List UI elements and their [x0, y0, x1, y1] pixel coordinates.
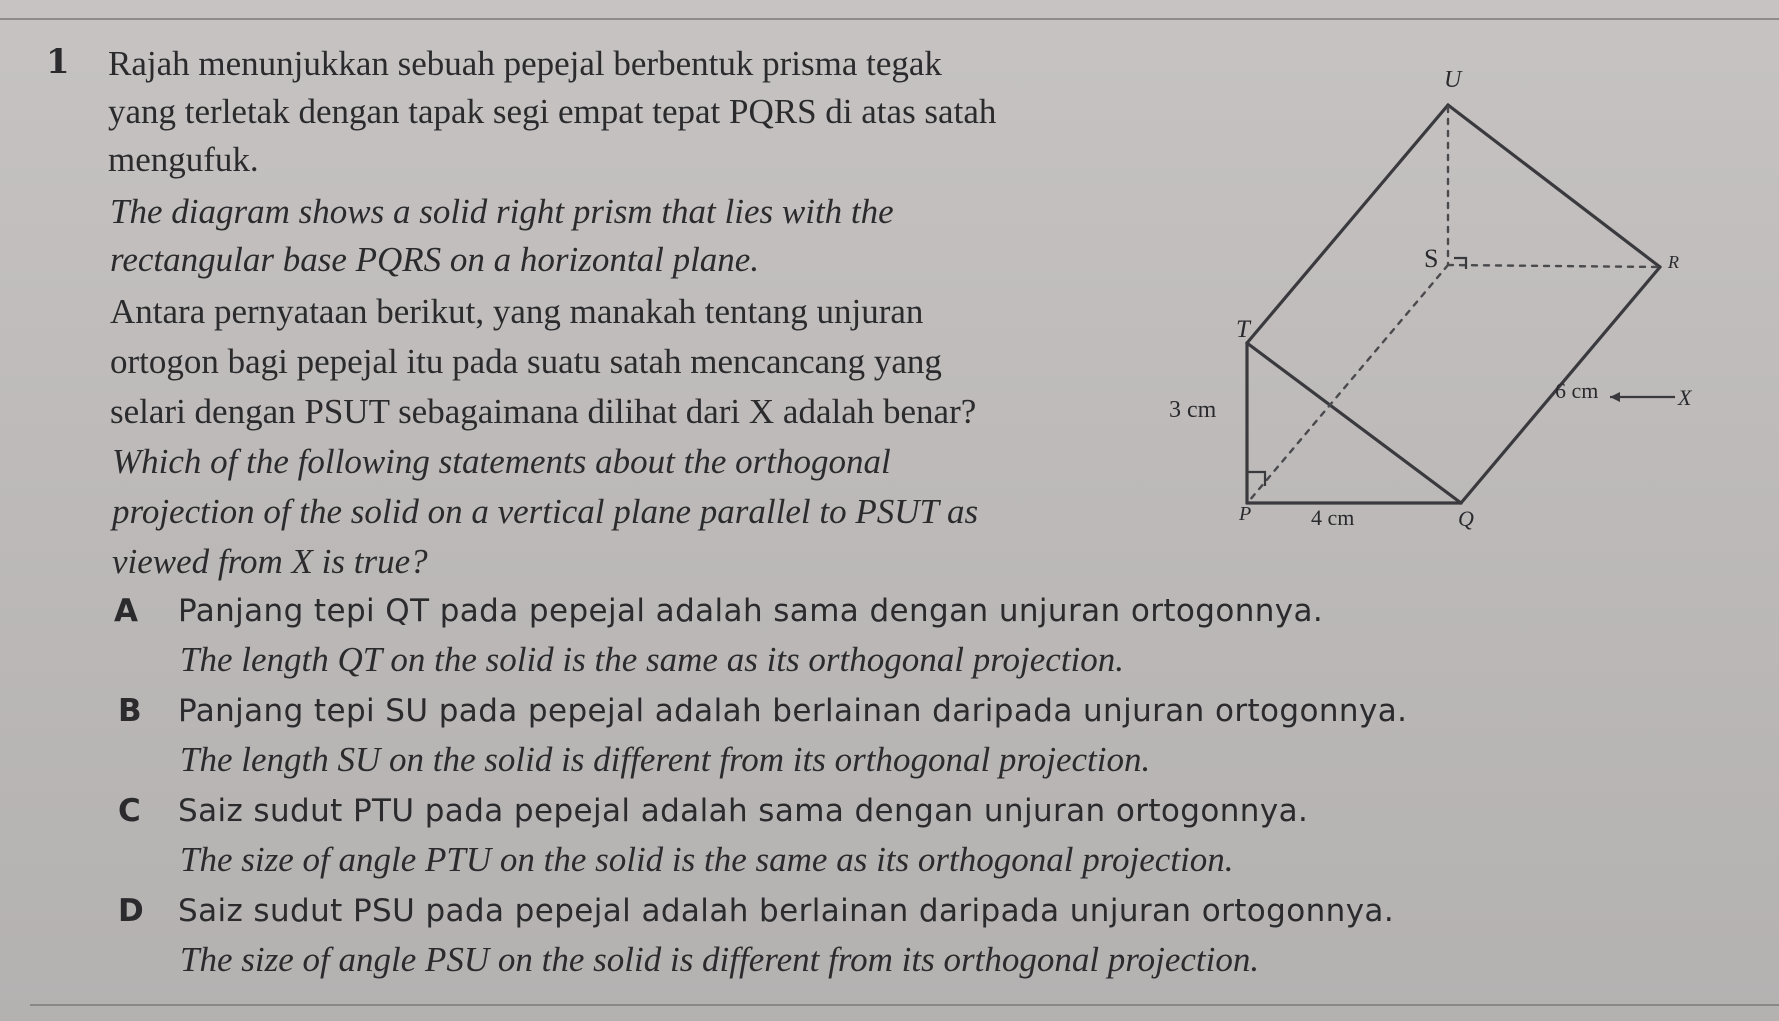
vertex-label-t: T	[1236, 316, 1250, 343]
stem-ms-line-3: mengufuk.	[108, 140, 259, 179]
stem-en-line-2: rectangular base PQRS on a horizontal plane.	[110, 240, 760, 279]
ask-ms-line-3: selari dengan PSUT sebagaimana dilihat dari X adalah benar?	[110, 392, 977, 431]
viewpoint-label-x: X	[1678, 385, 1692, 410]
hidden-edges	[1249, 107, 1660, 501]
bottom-divider	[30, 1004, 1779, 1006]
prism-diagram	[1135, 55, 1755, 535]
vertex-label-q: Q	[1458, 506, 1474, 531]
visible-edges	[1247, 105, 1660, 503]
vertex-label-s: S	[1424, 244, 1439, 273]
option-d-en: The size of angle PSU on the solid is different from its orthogonal projection.	[180, 940, 1260, 979]
option-c-en: The size of angle PTU on the solid is the same as its orthogonal projection.	[180, 840, 1234, 879]
option-d-ms: Saiz sudut PSU pada pepejal adalah berlainan daripada unjuran ortogonnya.	[178, 893, 1395, 929]
edge-SP	[1249, 265, 1448, 501]
ask-ms-line-1: Antara pernyataan berikut, yang manakah tentang unjuran	[110, 292, 924, 331]
option-c-ms: Saiz sudut PTU pada pepejal adalah sama dengan unjuran ortogonnya.	[178, 793, 1309, 829]
dimension-depth: 6 cm	[1555, 378, 1599, 403]
option-c-letter: C	[118, 793, 141, 829]
option-b-letter: B	[118, 693, 142, 729]
vertex-label-u: U	[1444, 67, 1462, 93]
question-number: 1	[46, 42, 70, 82]
stem-en-line-1: The diagram shows a solid right prism that lies with the	[110, 192, 894, 231]
vertex-label-p: P	[1239, 503, 1252, 525]
edge-SR	[1448, 265, 1660, 267]
edge-TU	[1247, 105, 1448, 343]
ask-en-line-1: Which of the following statements about the orthogonal	[112, 442, 891, 481]
ask-ms-line-2: ortogon bagi pepejal itu pada suatu satah mencancang yang	[110, 342, 942, 381]
option-b-ms: Panjang tepi SU pada pepejal adalah berlainan daripada unjuran ortogonnya.	[178, 693, 1408, 729]
stem-ms-line-2: yang terletak dengan tapak segi empat tepat PQRS di atas satah	[108, 92, 997, 131]
right-angle-mark-s	[1454, 258, 1466, 269]
option-a-letter: A	[114, 593, 138, 629]
edge-UR	[1448, 105, 1660, 267]
stem-ms-line-1: Rajah menunjukkan sebuah pepejal berbentuk prisma tegak	[108, 44, 942, 83]
option-b-en: The length SU on the solid is different from its orthogonal projection.	[180, 740, 1151, 779]
option-d-letter: D	[118, 893, 144, 929]
edge-QT	[1247, 343, 1461, 503]
ask-en-line-3: viewed from X is true?	[112, 542, 428, 581]
option-a-en: The length QT on the solid is the same as its orthogonal projection.	[180, 640, 1125, 679]
dimension-height: 3 cm	[1169, 397, 1217, 423]
vertex-label-r: R	[1668, 252, 1679, 272]
top-divider	[0, 18, 1779, 20]
option-a-ms: Panjang tepi QT pada pepejal adalah sama dengan unjuran ortogonnya.	[178, 593, 1324, 629]
arrow-head-icon	[1610, 392, 1620, 402]
right-angle-mark-p	[1247, 472, 1265, 486]
dimension-base: 4 cm	[1311, 505, 1355, 530]
ask-en-line-2: projection of the solid on a vertical plane parallel to PSUT as	[112, 492, 979, 531]
